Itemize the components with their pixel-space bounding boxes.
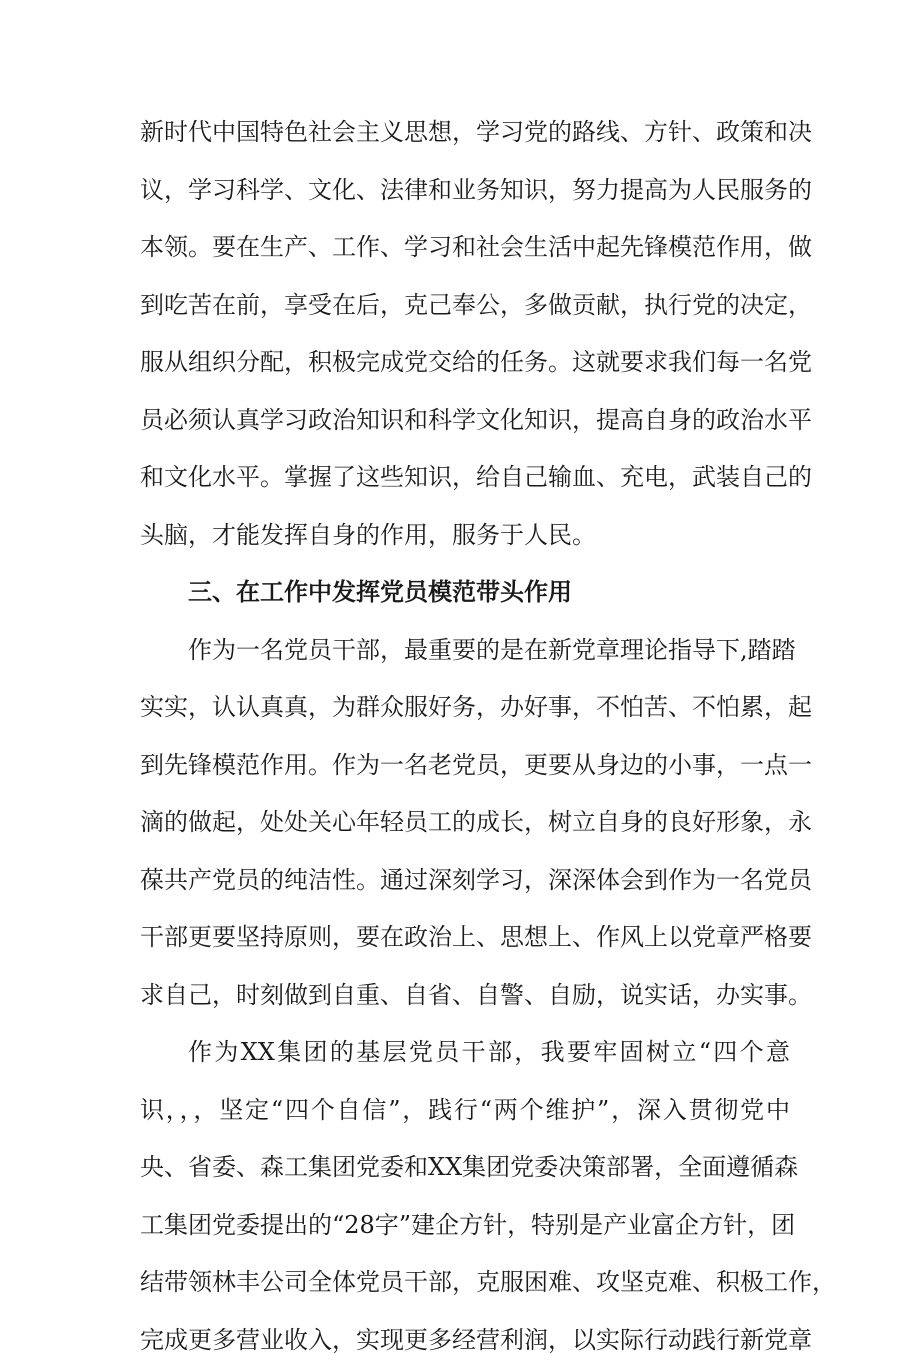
text-line: 议，学习科学、文化、法律和业务知识，努力提高为人民服务的 [140,162,790,220]
text-line: 央、省委、森工集团党委和XX集团党委决策部署，全面遵循森 [140,1139,790,1197]
text-line: 新时代中国特色社会主义思想，学习党的路线、方针、政策和决 [140,104,790,162]
text-line: 葆共产党员的纯洁性。通过深刻学习，深深体会到作为一名党员 [140,852,790,910]
text-line: 求自己，时刻做到自重、自省、自警、自励，说实话，办实事。 [140,967,790,1025]
paragraph-2 [140,622,790,1025]
text-line: 本领。要在生产、工作、学习和社会生活中起先锋模范作用，做 [140,219,790,277]
text-line: 头脑，才能发挥自身的作用，服务于人民。 [140,507,790,565]
text-line: 结带领林丰公司全体党员干部，克服困难、攻坚克难、积极工作， [140,1254,790,1312]
text-line: 作为XX集团的基层党员干部，我要牢固树立“四个意 [140,1024,790,1082]
text-line: 滴的做起，处处关心年轻员工的成长，树立自身的良好形象，永 [140,794,790,852]
paragraph-1 [140,104,790,564]
text-line: 到先锋模范作用。作为一名老党员，更要从身边的小事，一点一 [140,737,790,795]
text-line: 完成更多营业收入，实现更多经营利润，以实际行动践行新党章 [140,1312,790,1369]
text-line: 工集团党委提出的“28字”建企方针，特别是产业富企方针，团 [140,1197,790,1255]
text-line: 作为一名党员干部，最重要的是在新党章理论指导下,踏踏 [140,622,790,680]
text-line: 员必须认真学习政治知识和科学文化知识，提高自身的政治水平 [140,392,790,450]
text-line: 识，，，坚定“四个自信”，践行“两个维护”，深入贯彻党中 [140,1082,790,1140]
document-page [140,104,790,1369]
text-line: 干部更要坚持原则，要在政治上、思想上、作风上以党章严格要 [140,909,790,967]
paragraph-3 [140,1024,790,1369]
text-line: 和文化水平。掌握了这些知识，给自己输血、充电，武装自己的 [140,449,790,507]
text-line: 到吃苦在前，享受在后，克己奉公，多做贡献，执行党的决定， [140,277,790,335]
section-heading: 三、在工作中发挥党员模范带头作用 [140,564,790,622]
text-line: 服从组织分配，积极完成党交给的任务。这就要求我们每一名党 [140,334,790,392]
text-line: 实实，认认真真，为群众服好务，办好事，不怕苦、不怕累，起 [140,679,790,737]
